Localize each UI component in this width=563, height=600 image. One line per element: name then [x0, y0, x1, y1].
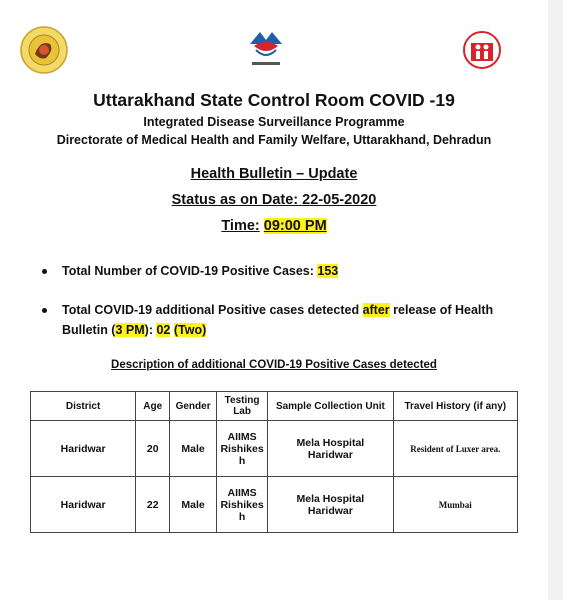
total-cases-label: Total Number of COVID-19 Positive Cases: [62, 264, 314, 278]
page-title: Uttarakhand State Control Room COVID -19 [93, 90, 455, 110]
cell-district: Haridwar [31, 477, 136, 533]
cell-lab: AIIMS Rishikes h [216, 421, 267, 477]
col-gender: Gender [170, 392, 217, 421]
col-testing-lab: Testing Lab [216, 392, 267, 421]
additional-cases-words: (Two) [173, 323, 207, 337]
table-row [31, 421, 518, 477]
status-label: Status as on Date: [171, 192, 299, 208]
table-row [31, 477, 518, 533]
table-header-row [31, 392, 518, 421]
additional-cases-bullet [42, 300, 522, 344]
directorate-name: Directorate of Medical Health and Family Welfare, Uttarakhand, Dehradun [56, 133, 492, 147]
bullet-dot-icon [42, 308, 47, 313]
additional-cases-text-b: release of Health [393, 303, 494, 317]
cell-age: 20 [136, 421, 170, 477]
time-label: Time: [221, 218, 260, 234]
health-mission-logo-icon [458, 30, 506, 70]
bulletin-ref-b: ): [144, 323, 153, 337]
time-line [0, 218, 548, 234]
bulletin-ref-a: Bulletin ( [62, 323, 116, 337]
col-collection-unit: Sample Collection Unit [268, 392, 393, 421]
cell-gender: Male [170, 421, 217, 477]
additional-cases-text-a: Total COVID-19 additional Positive cases detected [62, 303, 360, 317]
cell-travel: Mumbai [393, 477, 517, 533]
uttarakhand-emblem-icon [246, 26, 286, 70]
cell-travel: Resident of Luxer area. [393, 421, 517, 477]
table-caption: Description of additional COVID-19 Positive Cases detected [111, 359, 437, 371]
cell-district: Haridwar [31, 421, 136, 477]
programme-name: Integrated Disease Surveillance Programme [143, 115, 405, 129]
col-age: Age [136, 392, 170, 421]
time-value: 09:00 PM [263, 218, 327, 234]
bullet-dot-icon [42, 269, 47, 274]
total-cases-bullet [42, 261, 522, 283]
total-cases-value: 153 [317, 264, 339, 278]
status-date: 22-05-2020 [302, 192, 377, 208]
after-highlight: after [362, 303, 390, 317]
cell-unit: Mela Hospital Haridwar [268, 421, 393, 477]
government-seal-icon [20, 26, 68, 74]
cell-age: 22 [136, 477, 170, 533]
bulletin-ref-time: 3 PM [115, 323, 145, 337]
status-date-line [0, 192, 548, 208]
cell-lab: AIIMS Rishikes h [216, 477, 267, 533]
cell-gender: Male [170, 477, 217, 533]
col-travel-history: Travel History (if any) [393, 392, 517, 421]
additional-cases-value: 02 [156, 323, 171, 337]
cell-unit: Mela Hospital Haridwar [268, 477, 393, 533]
cases-table [30, 391, 518, 533]
bulletin-heading: Health Bulletin – Update [190, 166, 358, 182]
col-district: District [31, 392, 136, 421]
